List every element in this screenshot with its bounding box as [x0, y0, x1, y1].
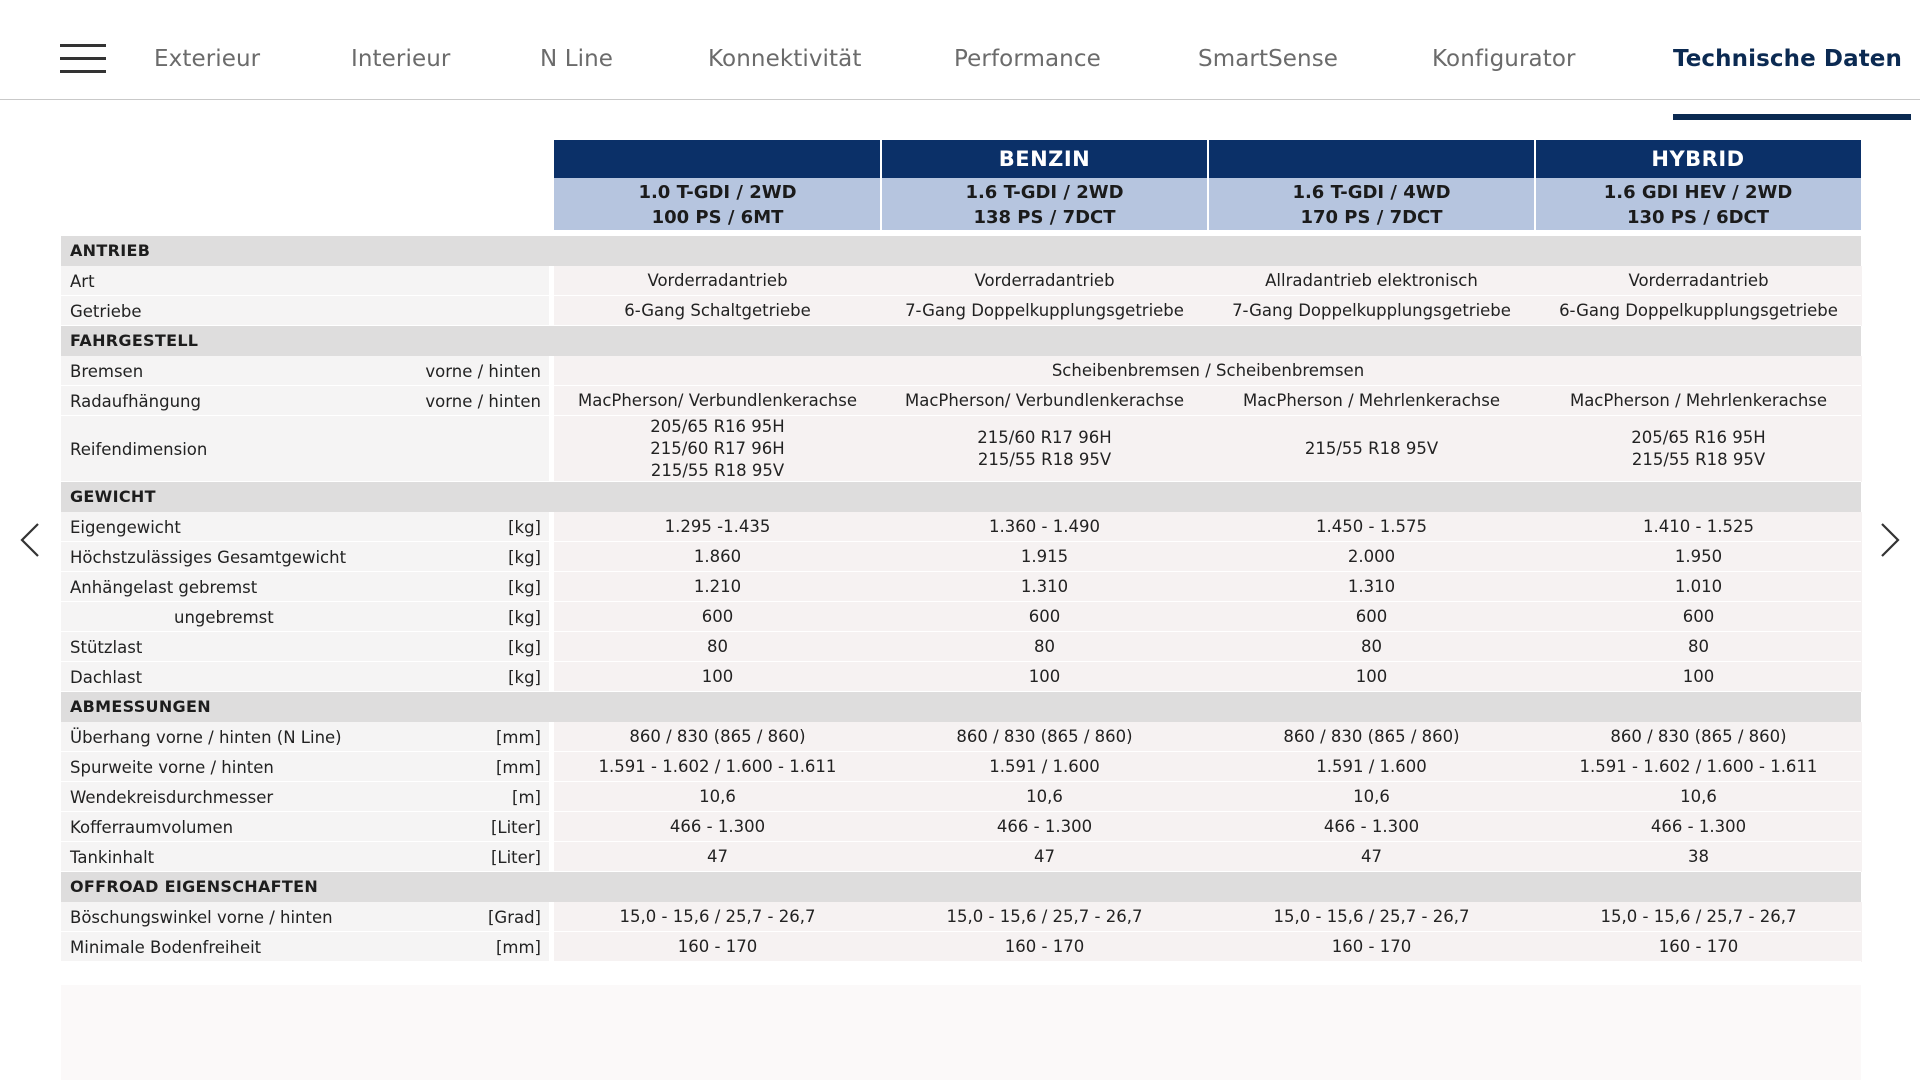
table-cell	[1208, 416, 1535, 482]
row-unit: [m]	[512, 787, 541, 807]
section-header-fahrgestell: FAHRGESTELL	[61, 326, 1861, 356]
table-cell: 1.410 - 1.525	[1535, 512, 1862, 542]
table-cell: 860 / 830 (865 / 860)	[881, 722, 1208, 752]
table-row	[61, 266, 1861, 296]
top-navigation	[0, 0, 1920, 100]
row-label: Art	[61, 266, 549, 296]
row-label: Überhang vorne / hinten (N Line)	[61, 722, 549, 752]
model-header	[554, 178, 881, 230]
row-label: Minimale Bodenfreiheit	[61, 932, 549, 962]
table-cell: Scheibenbremsen / Scheibenbremsen	[554, 356, 1862, 386]
fuel-group-header-benzin: BENZIN	[554, 140, 1535, 178]
table-cell: 1.950	[1535, 542, 1862, 572]
table-cell: Allradantrieb elektronisch	[1208, 266, 1535, 296]
table-cell: 7-Gang Doppelkupplungsgetriebe	[1208, 296, 1535, 326]
section-header-offroad-eigenschaften: OFFROAD EIGENSCHAFTEN	[61, 872, 1861, 902]
table-footer-area	[61, 985, 1861, 1080]
nav-technische-daten[interactable]: Technische Daten	[1673, 46, 1902, 72]
model-header	[1208, 178, 1535, 230]
table-cell	[554, 416, 881, 482]
row-label: ungebremst	[61, 602, 549, 632]
row-label: Anhängelast gebremst	[61, 572, 549, 602]
table-cell: 466 - 1.300	[554, 812, 881, 842]
table-row	[61, 602, 1861, 632]
table-cell: MacPherson / Mehrlenkerachse	[1208, 386, 1535, 416]
section-header-abmessungen: ABMESSUNGEN	[61, 692, 1861, 722]
active-tab-underline	[1673, 114, 1911, 120]
row-unit: [mm]	[495, 937, 541, 957]
table-cell: 466 - 1.300	[881, 812, 1208, 842]
row-label: Wendekreisdurchmesser	[61, 782, 549, 812]
header-divider	[1534, 140, 1536, 230]
table-cell: 600	[554, 602, 881, 632]
table-cell: 1.591 - 1.602 / 1.600 - 1.611	[1535, 752, 1862, 782]
table-row	[61, 572, 1861, 602]
header-divider	[1207, 140, 1209, 230]
table-cell: Vorderradantrieb	[1535, 266, 1862, 296]
row-unit: vorne / hinten	[425, 391, 541, 411]
table-row	[61, 842, 1861, 872]
row-label: Böschungswinkel vorne / hinten	[61, 902, 549, 932]
table-cell: 80	[554, 632, 881, 662]
table-cell: 466 - 1.300	[1208, 812, 1535, 842]
model-header	[1535, 178, 1861, 230]
row-unit: [mm]	[495, 757, 541, 777]
table-cell: 80	[1535, 632, 1862, 662]
fuel-group-header-hybrid: HYBRID	[1535, 140, 1861, 178]
row-unit: vorne / hinten	[425, 361, 541, 381]
table-cell: 15,0 - 15,6 / 25,7 - 26,7	[881, 902, 1208, 932]
table-cell: 1.591 / 1.600	[881, 752, 1208, 782]
row-label: Dachlast	[61, 662, 549, 692]
table-row	[61, 356, 1861, 386]
table-row	[61, 512, 1861, 542]
section-header-antrieb: ANTRIEB	[61, 236, 1861, 266]
table-cell: 7-Gang Doppelkupplungsgetriebe	[881, 296, 1208, 326]
table-row	[61, 386, 1861, 416]
table-cell: 1.450 - 1.575	[1208, 512, 1535, 542]
table-row	[61, 932, 1861, 962]
table-cell: 1.915	[881, 542, 1208, 572]
table-cell: 15,0 - 15,6 / 25,7 - 26,7	[1208, 902, 1535, 932]
table-row	[61, 416, 1861, 482]
table-cell-line: 205/65 R16 95H	[650, 417, 785, 436]
row-unit: [Liter]	[490, 817, 541, 837]
model-name: 1.6 T-GDI / 2WD	[965, 182, 1124, 203]
nav-interieur[interactable]: Interieur	[351, 46, 451, 72]
table-cell-line: 215/55 R18 95V	[1304, 439, 1439, 458]
table-row	[61, 662, 1861, 692]
row-label: Kofferraumvolumen	[61, 812, 549, 842]
row-label: Bremsen	[61, 356, 549, 386]
model-spec: 138 PS / 7DCT	[973, 207, 1116, 228]
table-row	[61, 902, 1861, 932]
chevron-left-icon[interactable]	[12, 520, 48, 560]
row-label: Getriebe	[61, 296, 549, 326]
table-cell-line: 215/55 R18 95V	[977, 450, 1112, 469]
table-cell: 860 / 830 (865 / 860)	[554, 722, 881, 752]
nav-konnektivitaet[interactable]: Konnektivität	[708, 46, 862, 72]
table-row	[61, 632, 1861, 662]
row-unit: [kg]	[508, 577, 541, 597]
model-spec: 130 PS / 6DCT	[1626, 207, 1770, 228]
table-cell: 80	[1208, 632, 1535, 662]
row-unit: [Grad]	[487, 907, 541, 927]
model-spec: 100 PS / 6MT	[651, 207, 784, 228]
table-cell: 1.295 -1.435	[554, 512, 881, 542]
table-row	[61, 296, 1861, 326]
nav-exterieur[interactable]: Exterieur	[154, 46, 261, 72]
model-spec: 170 PS / 7DCT	[1300, 207, 1443, 228]
table-row	[61, 812, 1861, 842]
model-header	[881, 178, 1208, 230]
row-label: Spurweite vorne / hinten	[61, 752, 549, 782]
table-row	[61, 752, 1861, 782]
table-cell-line: 215/55 R18 95V	[1631, 450, 1766, 469]
table-cell-line: 205/65 R16 95H	[1631, 428, 1766, 447]
table-cell: 600	[1535, 602, 1862, 632]
table-cell: 10,6	[881, 782, 1208, 812]
table-cell: 1.010	[1535, 572, 1862, 602]
table-cell: 47	[554, 842, 881, 872]
row-unit: [mm]	[495, 727, 541, 747]
table-cell: 10,6	[554, 782, 881, 812]
table-cell: 6-Gang Schaltgetriebe	[554, 296, 881, 326]
table-cell	[881, 416, 1208, 482]
nav-n-line[interactable]: N Line	[540, 46, 614, 72]
header-divider	[880, 140, 882, 230]
chevron-right-icon[interactable]	[1872, 520, 1908, 560]
table-cell: 1.591 / 1.600	[1208, 752, 1535, 782]
table-cell: 6-Gang Doppelkupplungsgetriebe	[1535, 296, 1862, 326]
table-row	[61, 782, 1861, 812]
table-cell-line: 215/60 R17 96H	[650, 439, 785, 458]
table-cell: 1.360 - 1.490	[881, 512, 1208, 542]
table-cell: 15,0 - 15,6 / 25,7 - 26,7	[554, 902, 881, 932]
row-unit: [kg]	[508, 667, 541, 687]
table-cell: 160 - 170	[554, 932, 881, 962]
table-cell-line: 215/55 R18 95V	[650, 461, 785, 480]
table-cell: 466 - 1.300	[1535, 812, 1862, 842]
table-cell: 600	[881, 602, 1208, 632]
hamburger-menu-icon[interactable]	[60, 44, 106, 76]
row-label: Stützlast	[61, 632, 549, 662]
table-row	[61, 542, 1861, 572]
table-cell: 860 / 830 (865 / 860)	[1208, 722, 1535, 752]
table-cell: 47	[881, 842, 1208, 872]
table-cell: 1.591 - 1.602 / 1.600 - 1.611	[554, 752, 881, 782]
table-cell: 160 - 170	[1208, 932, 1535, 962]
table-cell: MacPherson/ Verbundlenkerachse	[554, 386, 881, 416]
table-cell: 160 - 170	[1535, 932, 1862, 962]
table-cell: 1.210	[554, 572, 881, 602]
table-cell: 1.310	[881, 572, 1208, 602]
row-label: Höchstzulässiges Gesamtgewicht	[61, 542, 549, 572]
row-unit: [kg]	[508, 517, 541, 537]
table-cell: 2.000	[1208, 542, 1535, 572]
table-cell: Vorderradantrieb	[554, 266, 881, 296]
table-cell: 1.860	[554, 542, 881, 572]
table-cell: 47	[1208, 842, 1535, 872]
table-cell: 10,6	[1535, 782, 1862, 812]
nav-konfigurator[interactable]: Konfigurator	[1432, 46, 1576, 72]
table-cell: 100	[1535, 662, 1862, 692]
row-unit: [kg]	[508, 607, 541, 627]
row-unit: [Liter]	[490, 847, 541, 867]
table-cell: MacPherson/ Verbundlenkerachse	[881, 386, 1208, 416]
nav-performance[interactable]: Performance	[954, 46, 1101, 72]
table-cell: MacPherson / Mehrlenkerachse	[1535, 386, 1862, 416]
model-name: 1.6 T-GDI / 4WD	[1292, 182, 1451, 203]
table-cell: 1.310	[1208, 572, 1535, 602]
row-unit: [kg]	[508, 637, 541, 657]
row-separator	[61, 961, 1861, 962]
table-cell: 100	[881, 662, 1208, 692]
row-label: Reifendimension	[61, 416, 549, 482]
table-cell-line: 215/60 R17 96H	[977, 428, 1112, 447]
table-cell: Vorderradantrieb	[881, 266, 1208, 296]
section-header-gewicht: GEWICHT	[61, 482, 1861, 512]
row-label: Radaufhängung	[61, 386, 549, 416]
table-cell: 10,6	[1208, 782, 1535, 812]
table-cell	[1535, 416, 1862, 482]
table-row	[61, 722, 1861, 752]
table-cell: 38	[1535, 842, 1862, 872]
table-cell: 100	[1208, 662, 1535, 692]
row-label: Eigengewicht	[61, 512, 549, 542]
row-unit: [kg]	[508, 547, 541, 567]
model-name: 1.0 T-GDI / 2WD	[638, 182, 797, 203]
model-name: 1.6 GDI HEV / 2WD	[1603, 182, 1793, 203]
table-cell: 860 / 830 (865 / 860)	[1535, 722, 1862, 752]
table-cell: 160 - 170	[881, 932, 1208, 962]
table-cell: 15,0 - 15,6 / 25,7 - 26,7	[1535, 902, 1862, 932]
table-cell: 100	[554, 662, 881, 692]
table-cell: 600	[1208, 602, 1535, 632]
table-cell: 80	[881, 632, 1208, 662]
row-label: Tankinhalt	[61, 842, 549, 872]
nav-smartsense[interactable]: SmartSense	[1198, 46, 1339, 72]
